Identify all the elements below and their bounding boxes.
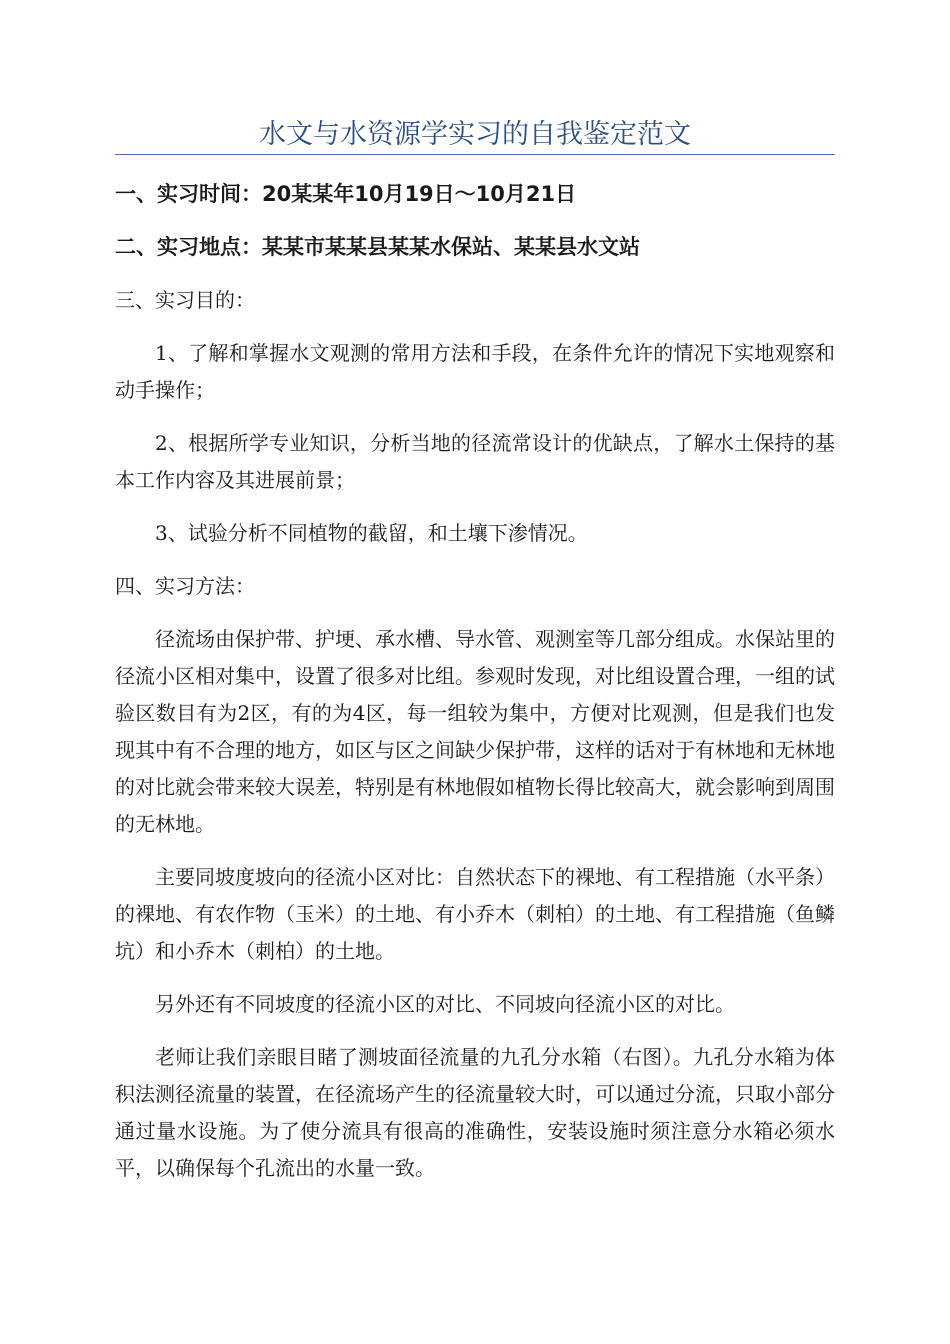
method-paragraph: 另外还有不同坡度的径流小区的对比、不同坡向径流小区的对比。: [155, 992, 735, 1016]
heading-internship-method: 四、实习方法：: [115, 574, 255, 598]
heading-internship-time: 一、实习时间：20某某年10月19日～10月21日: [115, 182, 577, 206]
document-title: 水文与水资源学实习的自我鉴定范文: [259, 119, 691, 150]
method-paragraph: 径流场由保护带、护埂、承水槽、导水管、观测室等几部分组成。水保站里的径流小区相对集中，设置了很多对比组。参观时发现，对比组设置合理，一组的试验区数目有为2区，有的为4区，每一组较为集中，方便对比观测，但是我们也发现其中有不合理的地方，如区与区之间缺少保护带，这样的话对于有林地和无林地的对比就会带来较大误差，特别是有林地假如植物长得比较高大，就会影响到周围的无林地。: [115, 627, 835, 836]
purpose-item: 1、了解和掌握水文观测的常用方法和手段，在条件允许的情况下实地观察和动手操作；: [115, 341, 835, 402]
purpose-item: 2、根据所学专业知识，分析当地的径流常设计的优缺点，了解水土保持的基本工作内容及其进展前景；: [115, 431, 835, 492]
heading-internship-purpose: 三、实习目的：: [115, 288, 255, 312]
document-body: [115, 176, 835, 1203]
heading-internship-place: 二、实习地点：某某市某某县某某水保站、某某县水文站: [115, 235, 640, 259]
method-paragraph: 老师让我们亲眼目睹了测坡面径流量的九孔分水箱（右图）。九孔分水箱为体积法测径流量的装置，在径流场产生的径流量较大时，可以通过分流，只取小部分通过量水设施。为了使分流具有很高的准确性，安装设施时须注意分水箱必须水平，以确保每个孔流出的水量一致。: [115, 1045, 835, 1180]
method-paragraph: 主要同坡度坡向的径流小区对比：自然状态下的裸地、有工程措施（水平条）的裸地、有农作物（玉米）的土地、有小乔木（刺柏）的土地、有工程措施（鱼鳞坑）和小乔木（刺柏）的土地。: [115, 865, 835, 963]
title-underline: [115, 154, 835, 155]
purpose-item: 3、试验分析不同植物的截留，和土壤下渗情况。: [155, 521, 588, 545]
